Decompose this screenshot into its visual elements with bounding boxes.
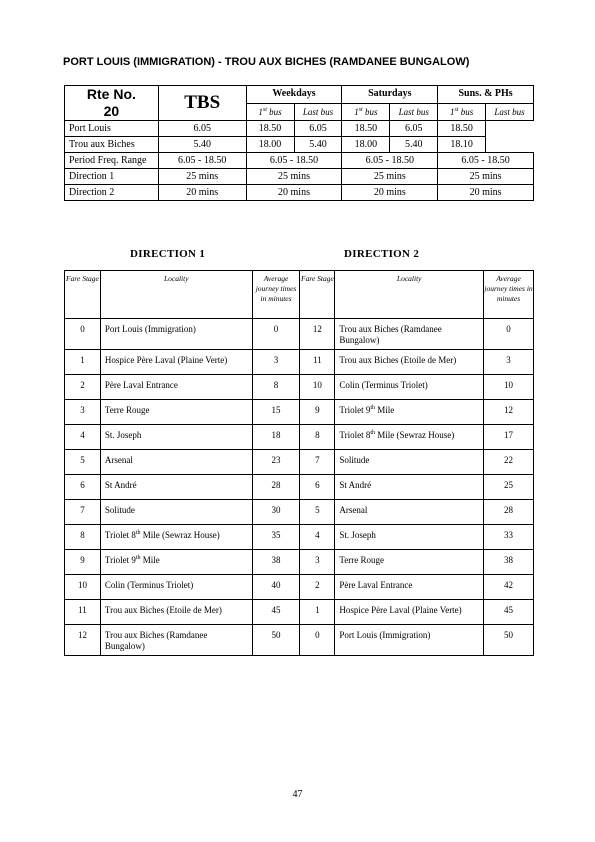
route-label: Rte No. — [86, 86, 136, 102]
locality-name: Triolet 8 — [104, 530, 136, 540]
locality-superscript: th — [370, 430, 375, 436]
locality-cell — [100, 350, 252, 375]
locality-name: Arsenal — [339, 505, 368, 515]
fare-stage-table — [64, 270, 534, 656]
locality-cell — [335, 625, 484, 656]
locality-name: Colin (Terminus Triolet) — [339, 380, 428, 390]
locality-cell — [100, 575, 252, 600]
locality-cell — [335, 350, 484, 375]
locality-name: Colin (Terminus Triolet) — [104, 580, 194, 590]
fare-stage-cell: 8 — [300, 425, 335, 450]
fare-stage-cell: 10 — [65, 575, 101, 600]
locality-name: Hospice Père Laval (Plaine Verte) — [339, 605, 462, 615]
locality-name: Port Louis (Immigration) — [104, 324, 196, 334]
first-bus-superscript: st — [358, 106, 363, 113]
last-bus-header: Last bus — [486, 103, 534, 121]
table-row — [65, 600, 534, 625]
direction1-frequency: 25 mins — [246, 169, 342, 185]
day-group-saturdays: Saturdays — [342, 86, 438, 104]
journey-time-cell: 42 — [484, 575, 534, 600]
fare-stage-cell: 11 — [65, 600, 101, 625]
page-title: PORT LOUIS (IMMIGRATION) - TROU AUX BICHES (RAMDANEE BUNGALOW) — [63, 56, 470, 68]
fare-stage-cell: 5 — [300, 500, 335, 525]
day-group-weekdays: Weekdays — [246, 86, 342, 104]
locality-name: Terre Rouge — [339, 555, 384, 565]
fare-stage-cell: 2 — [65, 375, 101, 400]
fare-stage-cell: 10 — [300, 375, 335, 400]
locality-name-rest: Mile (Sewraz House) — [140, 530, 220, 540]
fare-stage-header: Fare Stage — [65, 271, 101, 319]
departure-time: 5.40 — [294, 137, 342, 153]
first-bus-suffix: bus — [362, 106, 378, 117]
locality-cell — [335, 450, 484, 475]
first-bus-suffix: bus — [458, 106, 474, 117]
journey-time-cell: 35 — [252, 525, 300, 550]
locality-name: Port Louis (Immigration) — [339, 630, 431, 640]
departure-time: 18.50 — [246, 121, 294, 137]
direction2-label: Direction 2 — [65, 185, 159, 201]
fare-stage-header: Fare Stage — [300, 271, 335, 319]
fare-stage-cell: 9 — [300, 400, 335, 425]
locality-cell — [335, 600, 484, 625]
fare-stage-cell: 12 — [300, 319, 335, 350]
locality-name: St. Joseph — [104, 430, 142, 440]
first-bus-header — [246, 103, 294, 121]
journey-time-cell: 3 — [484, 350, 534, 375]
journey-time-cell: 17 — [484, 425, 534, 450]
locality-superscript: th — [370, 405, 375, 411]
locality-cell — [100, 525, 252, 550]
table-row — [65, 475, 534, 500]
locality-cell — [335, 575, 484, 600]
locality-cell — [100, 400, 252, 425]
route-number: 20 — [103, 103, 120, 119]
locality-name: Père Laval Entrance — [104, 380, 178, 390]
table-row — [65, 575, 534, 600]
fare-stage-cell: 9 — [65, 550, 101, 575]
operator-name: TBS — [158, 86, 246, 121]
locality-name: St André — [339, 480, 372, 490]
locality-name: Solitude — [104, 505, 135, 515]
route-number-cell — [65, 86, 159, 121]
first-bus-superscript: st — [262, 106, 267, 113]
table-row — [65, 550, 534, 575]
fare-stage-cell: 5 — [65, 450, 101, 475]
table-row — [65, 350, 534, 375]
locality-name: Trou aux Biches (Ramdanee Bungalow) — [339, 324, 442, 345]
journey-time-cell: 45 — [484, 600, 534, 625]
journey-time-cell: 33 — [484, 525, 534, 550]
first-bus-number: 1 — [450, 106, 455, 117]
period-value: 6.05 - 18.50 — [342, 153, 438, 169]
first-bus-header — [438, 103, 486, 121]
journey-time-cell: 8 — [252, 375, 300, 400]
stop-row — [65, 137, 534, 153]
locality-header: Locality — [335, 271, 484, 319]
locality-name: Triolet 9 — [104, 555, 136, 565]
fare-stage-cell: 0 — [300, 625, 335, 656]
fare-stage-cell: 3 — [300, 550, 335, 575]
locality-cell — [335, 500, 484, 525]
locality-name: Hospice Père Laval (Plaine Verte) — [104, 355, 228, 365]
first-bus-suffix: bus — [266, 106, 282, 117]
journey-time-cell: 28 — [484, 500, 534, 525]
locality-name: Triolet 8 — [339, 430, 371, 440]
locality-name: Triolet 9 — [339, 405, 371, 415]
fare-stage-cell: 6 — [65, 475, 101, 500]
departure-time: 6.05 — [390, 121, 438, 137]
fare-stage-cell: 11 — [300, 350, 335, 375]
timetable-summary — [64, 85, 534, 201]
fare-stage-cell: 3 — [65, 400, 101, 425]
period-label: Period Freq. Range — [65, 153, 159, 169]
journey-time-cell: 23 — [252, 450, 300, 475]
locality-name: St. Joseph — [339, 530, 376, 540]
table-row — [65, 525, 534, 550]
stop-row — [65, 121, 534, 137]
table-row — [65, 425, 534, 450]
journey-time-cell: 30 — [252, 500, 300, 525]
locality-name: Solitude — [339, 455, 370, 465]
direction1-frequency: 25 mins — [438, 169, 534, 185]
period-value: 6.05 - 18.50 — [246, 153, 342, 169]
journey-time-cell: 38 — [484, 550, 534, 575]
fare-stage-cell: 4 — [65, 425, 101, 450]
locality-name: Terre Rouge — [104, 405, 150, 415]
table-row — [65, 400, 534, 425]
locality-cell — [335, 400, 484, 425]
journey-time-cell: 3 — [252, 350, 300, 375]
locality-cell — [100, 425, 252, 450]
locality-cell — [100, 319, 252, 350]
last-bus-header: Last bus — [390, 103, 438, 121]
locality-cell — [100, 625, 252, 656]
journey-time-cell: 10 — [484, 375, 534, 400]
locality-name-rest: Mile — [140, 555, 160, 565]
locality-cell — [100, 550, 252, 575]
stop-name: Trou aux Biches — [65, 137, 159, 153]
direction1-heading: DIRECTION 1 — [130, 248, 206, 260]
locality-name: Trou aux Biches (Etoile de Mer) — [104, 605, 222, 615]
locality-superscript: th — [135, 530, 141, 536]
fare-stage-cell: 6 — [300, 475, 335, 500]
direction2-frequency: 20 mins — [158, 185, 246, 201]
journey-time-cell: 50 — [484, 625, 534, 656]
first-bus-number: 1 — [258, 106, 263, 117]
departure-time: 18.00 — [246, 137, 294, 153]
fare-stage-cell: 7 — [65, 500, 101, 525]
table-row — [65, 319, 534, 350]
first-bus-superscript: st — [454, 106, 459, 113]
fare-stage-cell: 8 — [65, 525, 101, 550]
locality-superscript: th — [135, 555, 141, 561]
locality-cell — [335, 525, 484, 550]
journey-time-header: Average journey times in minutes — [484, 271, 534, 319]
table-row — [65, 625, 534, 656]
locality-name-rest: Mile — [375, 405, 395, 415]
fare-stage-cell: 2 — [300, 575, 335, 600]
stop-name: Port Louis — [65, 121, 159, 137]
journey-time-cell: 40 — [252, 575, 300, 600]
departure-time: 5.40 — [158, 137, 246, 153]
journey-time-cell: 12 — [484, 400, 534, 425]
journey-time-cell: 15 — [252, 400, 300, 425]
journey-time-cell: 18 — [252, 425, 300, 450]
journey-time-cell: 25 — [484, 475, 534, 500]
period-value: 6.05 - 18.50 — [438, 153, 534, 169]
journey-time-cell: 45 — [252, 600, 300, 625]
journey-time-cell: 38 — [252, 550, 300, 575]
table-row — [65, 450, 534, 475]
table-row — [65, 500, 534, 525]
first-bus-header — [342, 103, 390, 121]
locality-cell — [335, 550, 484, 575]
locality-name: Arsenal — [104, 455, 133, 465]
direction1-frequency: 25 mins — [158, 169, 246, 185]
departure-time: 18.50 — [342, 121, 390, 137]
journey-time-cell: 28 — [252, 475, 300, 500]
locality-name: Père Laval Entrance — [339, 580, 413, 590]
day-group-sundays: Suns. & PHs — [438, 86, 534, 104]
locality-cell — [100, 375, 252, 400]
direction1-label: Direction 1 — [65, 169, 159, 185]
direction2-frequency: 20 mins — [342, 185, 438, 201]
journey-time-cell: 50 — [252, 625, 300, 656]
locality-cell — [100, 475, 252, 500]
fare-stage-cell: 1 — [300, 600, 335, 625]
locality-cell — [100, 450, 252, 475]
journey-time-header: Average journey times in minutes — [252, 271, 300, 319]
journey-time-cell: 22 — [484, 450, 534, 475]
last-bus-header: Last bus — [294, 103, 342, 121]
departure-time: 6.05 — [294, 121, 342, 137]
departure-time: 18.10 — [438, 137, 486, 153]
direction2-heading: DIRECTION 2 — [344, 248, 420, 260]
departure-time: 18.00 — [342, 137, 390, 153]
table-row — [65, 375, 534, 400]
fare-stage-cell: 4 — [300, 525, 335, 550]
locality-cell — [335, 375, 484, 400]
first-bus-number: 1 — [354, 106, 359, 117]
fare-stage-cell: 1 — [65, 350, 101, 375]
locality-name: Trou aux Biches (Ramdanee Bungalow) — [104, 630, 208, 651]
locality-header: Locality — [100, 271, 252, 319]
fare-stage-cell: 12 — [65, 625, 101, 656]
locality-cell — [335, 425, 484, 450]
locality-cell — [100, 500, 252, 525]
departure-time: 5.40 — [390, 137, 438, 153]
fare-stage-cell: 0 — [65, 319, 101, 350]
locality-name: Trou aux Biches (Etoile de Mer) — [339, 355, 457, 365]
direction2-frequency: 20 mins — [246, 185, 342, 201]
direction1-frequency: 25 mins — [342, 169, 438, 185]
locality-cell — [100, 600, 252, 625]
departure-time: 6.05 — [158, 121, 246, 137]
fare-stage-cell: 7 — [300, 450, 335, 475]
departure-time: 18.50 — [438, 121, 486, 137]
locality-name: St André — [104, 480, 137, 490]
locality-cell — [335, 475, 484, 500]
period-value: 6.05 - 18.50 — [158, 153, 246, 169]
direction2-frequency: 20 mins — [438, 185, 534, 201]
page-number: 47 — [292, 789, 303, 800]
locality-cell — [335, 319, 484, 350]
journey-time-cell: 0 — [252, 319, 300, 350]
journey-time-cell: 0 — [484, 319, 534, 350]
locality-name-rest: Mile (Sewraz House) — [375, 430, 455, 440]
